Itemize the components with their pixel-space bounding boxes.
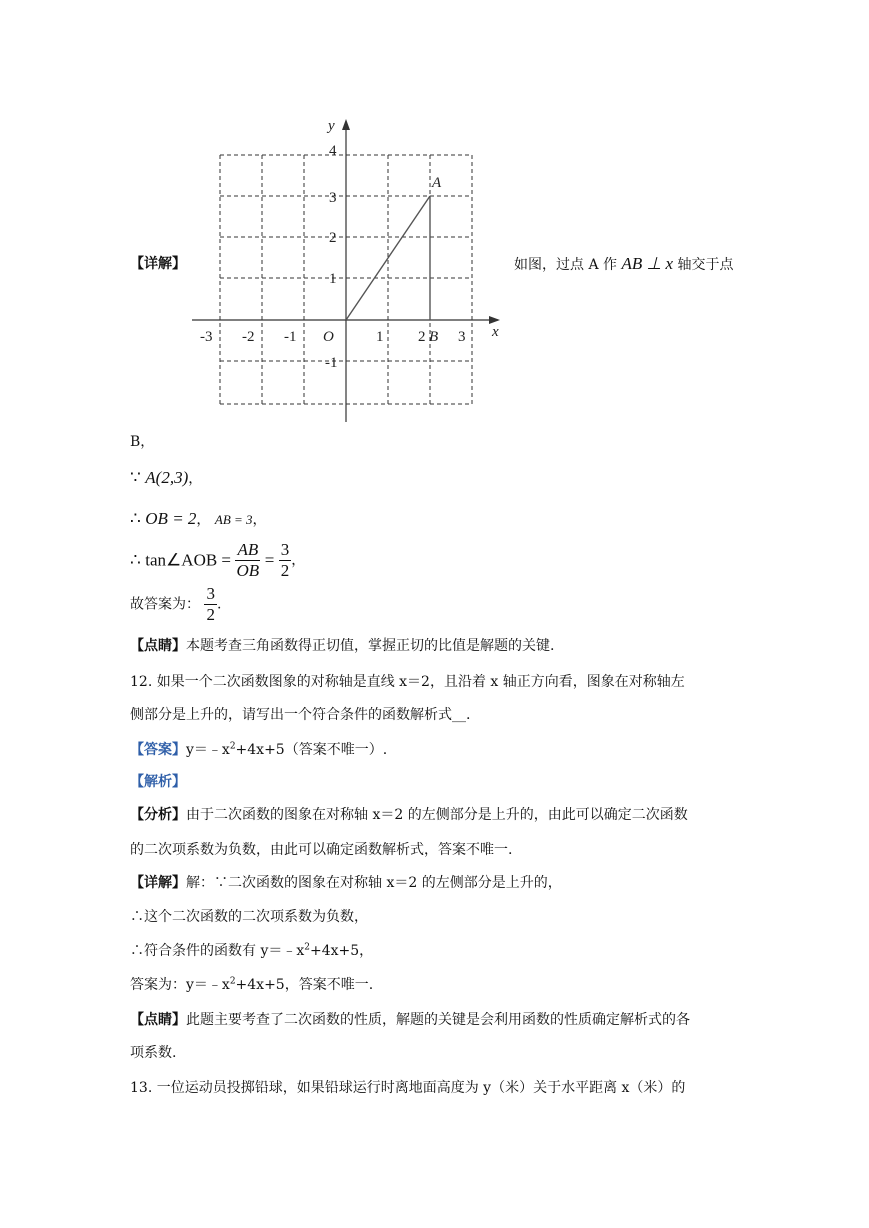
x-tick-label: 1 bbox=[376, 329, 384, 345]
x-tick-label: -1 bbox=[284, 329, 297, 345]
q12-comment-line2: 项系数. bbox=[130, 1045, 177, 1061]
x-tick-label: 3 bbox=[458, 329, 466, 345]
y-tick-label: -1 bbox=[325, 355, 338, 371]
y-tick-label: 2 bbox=[329, 230, 337, 246]
point-a-label: A bbox=[432, 175, 442, 191]
equals-sign: = bbox=[264, 550, 275, 570]
q11-tan-line bbox=[130, 540, 305, 581]
q11-intro-tail: 轴交于点 bbox=[677, 257, 734, 273]
q11-intro-continued: B， bbox=[130, 434, 155, 450]
x-tick-label: -3 bbox=[200, 329, 213, 345]
x-axis-arrow bbox=[489, 316, 500, 324]
q12-answer bbox=[130, 740, 387, 760]
fraction-denominator: OB bbox=[236, 561, 260, 580]
q12-question-line2: 侧部分是上升的，请写出一个符合条件的函数解析式__. bbox=[130, 707, 471, 723]
q11-sep: ， bbox=[196, 512, 211, 528]
q12-detail-line2: ∴这个二次函数的二次项系数为负数， bbox=[130, 909, 368, 925]
q12-detail-line1 bbox=[130, 873, 562, 893]
detail-tag: 【详解】 bbox=[130, 875, 186, 891]
answer-post: +4x+5（答案不唯一）. bbox=[235, 742, 388, 758]
answer-pre: y＝﹣x bbox=[186, 742, 230, 758]
detail-line3-post: +4x+5， bbox=[310, 943, 374, 959]
q12-comment-line1 bbox=[130, 1010, 690, 1030]
coordinate-figure bbox=[180, 110, 510, 430]
answer-exponent: 2 bbox=[229, 741, 236, 752]
q12-analysis-line1 bbox=[130, 805, 688, 825]
fraction-denominator: 2 bbox=[206, 605, 215, 624]
q11-comment bbox=[130, 636, 554, 656]
y-axis-arrow bbox=[342, 119, 350, 130]
detail-line4-exponent: 2 bbox=[229, 976, 236, 987]
q11-intro-math: AB ⊥ x bbox=[621, 254, 674, 273]
q13-question-line1: 13. 一位运动员投掷铅球，如果铅球运行时离地面高度为 y（米）关于水平距离 x（米）的 bbox=[130, 1080, 686, 1096]
x-axis-label: x bbox=[492, 324, 499, 340]
answer-tail: . bbox=[216, 596, 222, 613]
point-a-coord: A(2,3) bbox=[145, 468, 189, 487]
q12-analysis-tag: 【解析】 bbox=[130, 774, 186, 790]
q12-detail-line3 bbox=[130, 941, 373, 961]
q12-analysis-line2: 的二次项系数为负数，由此可以确定函数解析式，答案不唯一. bbox=[130, 842, 513, 858]
point-b-label: B bbox=[429, 329, 439, 345]
x-tick-label: 2 bbox=[418, 329, 426, 345]
analysis-sub-tag: 【分析】 bbox=[130, 807, 186, 823]
tan-ratio-fraction bbox=[235, 540, 260, 581]
analysis-text-line1: 由于二次函数的图象在对称轴 x＝2 的左侧部分是上升的，由此可以确定二次函数 bbox=[186, 807, 688, 823]
answer-prefix: 故答案为： bbox=[130, 596, 200, 613]
origin-label: O bbox=[323, 329, 334, 345]
q11-sep2: ， bbox=[252, 512, 267, 528]
q11-because-line bbox=[130, 468, 202, 489]
therefore-symbol: ∴ bbox=[130, 550, 141, 570]
q11-intro bbox=[514, 254, 734, 275]
fraction-numerator: 3 bbox=[206, 584, 215, 603]
tan-lhs: tan∠AOB = bbox=[145, 550, 232, 570]
q12-detail-line4 bbox=[130, 975, 373, 995]
q11-detail-tag: 【详解】 bbox=[130, 256, 186, 272]
q11-tan-tail: ， bbox=[291, 552, 306, 569]
q12-question-line1: 12. 如果一个二次函数图象的对称轴是直线 x＝2，且沿着 x 轴正方向看，图象在对称轴左 bbox=[130, 674, 685, 690]
y-tick-label: 4 bbox=[329, 143, 337, 159]
comment-tag: 【点睛】 bbox=[130, 1012, 186, 1028]
detail-line3-pre: ∴符合条件的函数有 y＝﹣x bbox=[130, 943, 305, 959]
y-tick-label: 1 bbox=[329, 271, 337, 287]
ob-equation: OB = 2 bbox=[145, 509, 197, 528]
y-axis-label: y bbox=[328, 118, 335, 134]
q11-intro-text: 如图，过点 A 作 bbox=[514, 257, 618, 273]
ab-equation: AB = 3 bbox=[214, 512, 253, 527]
detail-line4-post: +4x+5，答案不唯一. bbox=[235, 977, 374, 993]
answer-tag: 【答案】 bbox=[130, 742, 186, 758]
fraction-numerator: AB bbox=[237, 540, 259, 559]
because-symbol: ∵ bbox=[130, 468, 141, 487]
y-tick-label: 3 bbox=[329, 190, 337, 206]
fraction-denominator: 2 bbox=[280, 561, 290, 580]
tan-value-fraction bbox=[279, 540, 292, 581]
q11-answer-line bbox=[130, 584, 221, 625]
comment-text-line1: 此题主要考查了二次函数的性质，解题的关键是会利用函数的性质确定解析式的各 bbox=[186, 1012, 690, 1028]
x-tick-label: -2 bbox=[242, 329, 255, 345]
comment-text: 本题考查三角函数得正切值，掌握正切的比值是解题的关键. bbox=[186, 638, 555, 654]
therefore-symbol: ∴ bbox=[130, 509, 141, 528]
comment-tag: 【点睛】 bbox=[130, 638, 186, 654]
fraction-numerator: 3 bbox=[280, 540, 290, 559]
q11-therefore-line bbox=[130, 509, 267, 530]
detail-line4-pre: 答案为：y＝﹣x bbox=[130, 977, 230, 993]
detail-text-line1: 解：∵二次函数的图象在对称轴 x＝2 的左侧部分是上升的， bbox=[186, 875, 562, 891]
detail-line3-exponent: 2 bbox=[304, 942, 310, 953]
q11-because-tail: ， bbox=[188, 471, 203, 487]
answer-fraction bbox=[204, 584, 217, 625]
